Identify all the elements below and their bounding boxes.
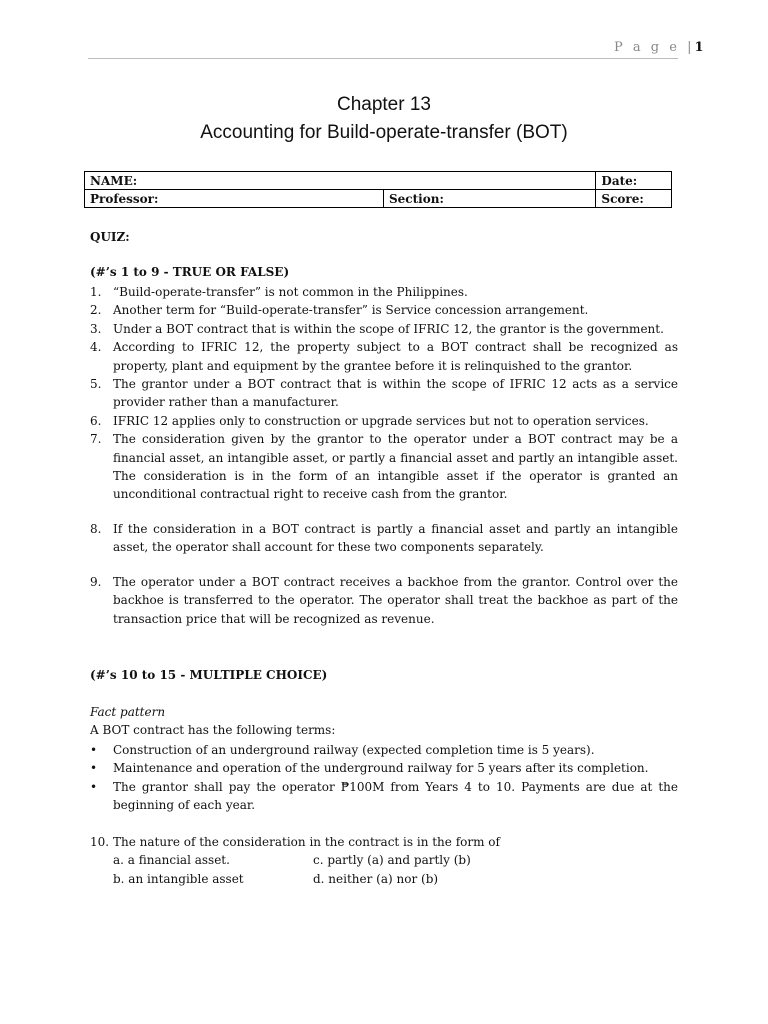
- date-cell: Date:: [596, 172, 672, 190]
- page-separator: |: [687, 40, 695, 55]
- fact-pattern-terms: [90, 741, 678, 815]
- list-item: 5. The grantor under a BOT contract that is within the scope of IFRIC 12 acts as a service provider rather than a manufacturer.: [90, 377, 678, 410]
- option-d: d. neither (a) nor (b): [313, 871, 439, 886]
- list-item: 6. IFRIC 12 applies only to construction or upgrade services but not to operation services.: [90, 413, 649, 428]
- fact-pattern-label: Fact pattern: [90, 705, 166, 719]
- list-item: • The grantor shall pay the operator ₱100M from Years 4 to 10. Payments are due at the beginning of each year.: [90, 779, 678, 813]
- page-number: 1: [694, 40, 704, 55]
- page-number-label: [614, 40, 704, 55]
- student-info-table: [84, 171, 672, 208]
- name-cell: NAME:: [85, 172, 596, 190]
- bullet-icon: •: [90, 743, 98, 757]
- question-10: [90, 833, 678, 888]
- bullet-icon: •: [90, 761, 98, 776]
- list-item: • Maintenance and operation of the underground railway for 5 years after its completion.: [90, 759, 678, 777]
- chapter-subtitle: Accounting for Build-operate-transfer (BOT): [200, 122, 568, 143]
- list-item: • Construction of an underground railway (expected completion time is 5 years).: [90, 741, 678, 759]
- list-item: 8. If the consideration in a BOT contract is partly a financial asset and partly an intangible asset, the operator shall account for these two components separately.: [90, 521, 678, 555]
- list-item: 4. According to IFRIC 12, the property subject to a BOT contract shall be recognized as property, plant and equipment by the grantee before it is relinquished to the grantor.: [90, 340, 678, 373]
- question-number: 10.: [90, 835, 110, 849]
- option-c: c. partly (a) and partly (b): [313, 853, 471, 868]
- page-word: P a g e: [614, 40, 680, 55]
- option-b: b. an intangible asset: [113, 871, 244, 886]
- list-item: 1. “Build-operate-transfer” is not common in the Philippines.: [90, 285, 468, 299]
- true-false-list: [90, 283, 678, 628]
- multiple-choice-heading: (#’s 10 to 15 - MULTIPLE CHOICE): [90, 668, 328, 682]
- true-false-heading: (#’s 1 to 9 - TRUE OR FALSE): [90, 265, 290, 279]
- list-item: 2. Another term for “Build-operate-transfer” is Service concession arrangement.: [90, 303, 589, 318]
- question-stem: The nature of the consideration in the contract is in the form of: [113, 835, 500, 849]
- score-cell: Score:: [596, 190, 672, 208]
- quiz-label: QUIZ:: [90, 230, 130, 244]
- list-item: 9. The operator under a BOT contract receives a backhoe from the grantor. Control over the backhoe is transferred to the operator. The operator shall treat the backhoe as part of the transaction price that will be recognized as revenue.: [90, 574, 678, 626]
- answer-options: [113, 851, 678, 888]
- list-item: 7. The consideration given by the grantor to the operator under a BOT contract may be a financial asset, an intangible asset, or partly a financial asset and partly an intangible asset. The consideration is in the form of an intangible asset if the operator is granted an unconditional contractual right to receive cash from the grantor.: [90, 432, 678, 502]
- chapter-title: Chapter 13: [336, 94, 431, 115]
- section-cell: Section:: [384, 190, 596, 208]
- fact-pattern-intro: A BOT contract has the following terms:: [90, 723, 336, 737]
- bullet-icon: •: [90, 779, 98, 794]
- professor-cell: Professor:: [85, 190, 384, 208]
- header-rule: [88, 58, 678, 59]
- list-item: 3. Under a BOT contract that is within the scope of IFRIC 12, the grantor is the government.: [90, 321, 664, 336]
- option-a: a. a financial asset.: [113, 853, 230, 868]
